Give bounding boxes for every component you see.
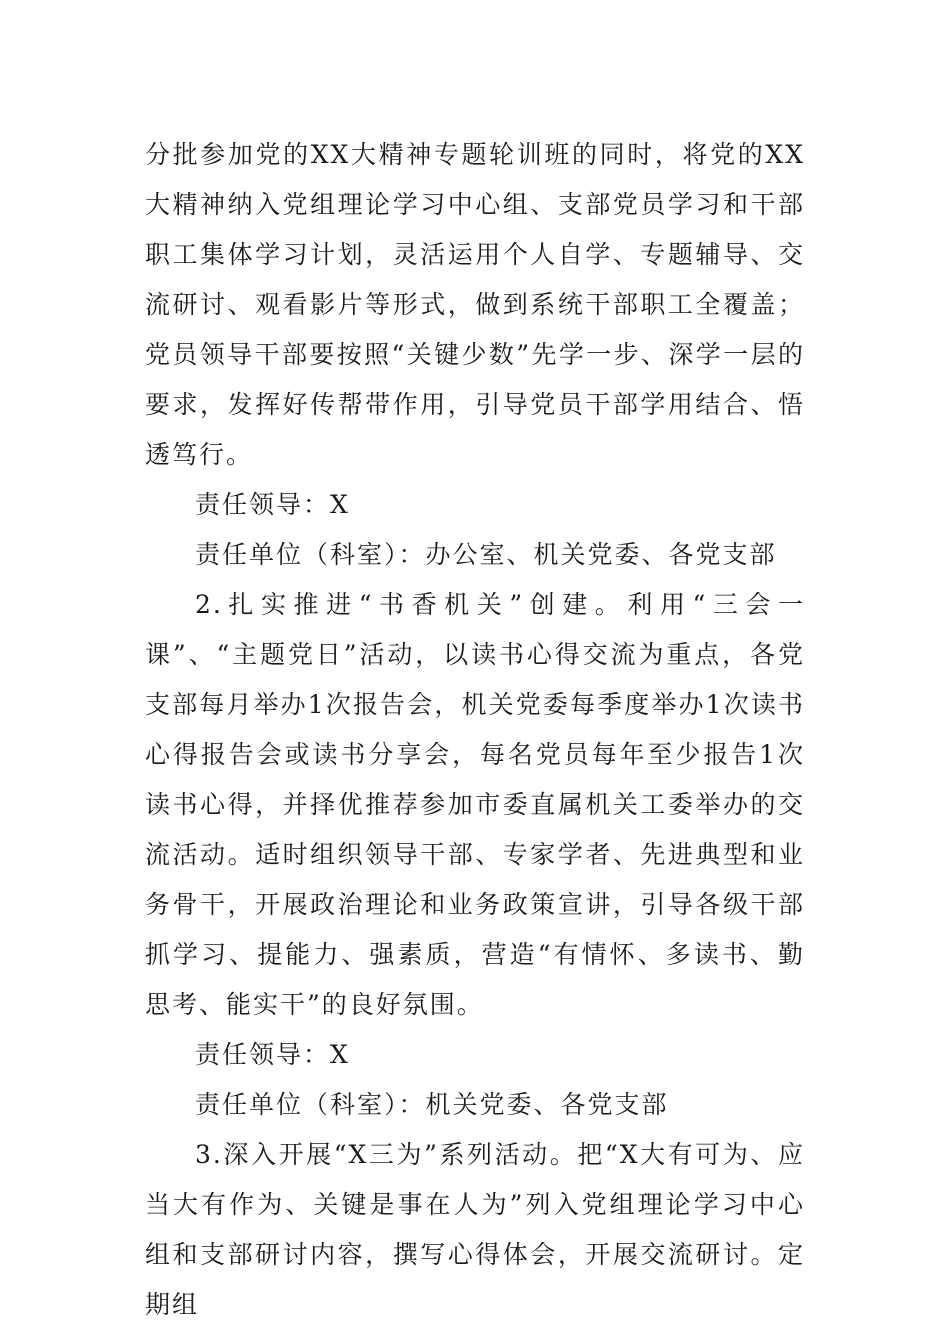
responsible-leader-line: 责任领导：X (195, 1040, 350, 1069)
responsible-unit-line: 责任单位（科室）：办公室、机关党委、各党支部 (195, 540, 777, 569)
paragraph-item-2: 2.扎实推进“书香机关”创建。利用“三会一课”、“主题党日”活动，以读书心得交流为重点，各党支部每月举办1次报告会，机关党委每季度举办1次读书心得报告会或读书分享会，每名党员每年至少报告1次读书心得，并择优推荐参加市委直属机关工委举办的交流活动。适时组织领导干部、专家学者、先进典型和业务骨干，开展政治理论和业务政策宣讲，引导各级干部抓学习、提能力、强素质，营造“有情怀、多读书、勤思考、能实干”的良好氛围。 (145, 590, 805, 1019)
paragraph-continuation: 分批参加党的XX大精神专题轮训班的同时，将党的XX大精神纳入党组理论学习中心组、支部党员学习和干部职工集体学习计划，灵活运用个人自学、专题辅导、交流研讨、观看影片等形式，做到系统干部职工全覆盖；党员领导干部要按照“关键少数”先学一步、深学一层的要求，发挥好传帮带作用，引导党员干部学用结合、悟透笃行。 (145, 140, 805, 469)
responsible-leader-line: 责任领导：X (195, 490, 350, 519)
paragraph-item-3: 3.深入开展“X三为”系列活动。把“X大有可为、应当大有作为、关键是事在人为”列入党组理论学习中心组和支部研讨内容，撰写心得体会，开展交流研讨。定期组 (145, 1140, 805, 1319)
responsible-unit-line: 责任单位（科室）：机关党委、各党支部 (195, 1090, 669, 1119)
document-body (145, 130, 805, 1330)
